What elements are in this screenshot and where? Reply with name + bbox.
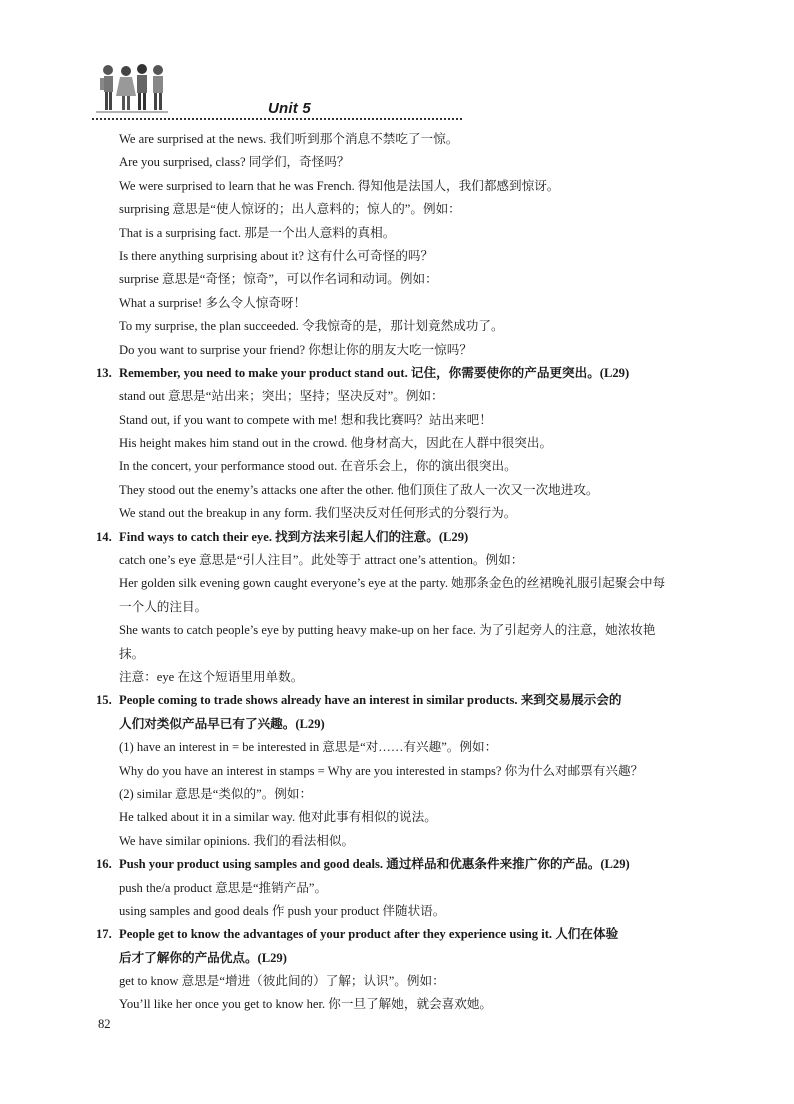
text-line: Her golden silk evening gown caught everyone’s eye at the party. 她那条金色的丝裙晚礼服引起聚会中每: [119, 576, 666, 591]
item-heading-text: People get to know the advantages of your product after they experience using it. 人们在体验: [119, 927, 619, 942]
item-heading-continuation: 后才了解你的产品优点。(L29): [119, 950, 287, 965]
item-heading: [96, 853, 706, 876]
text-line: We have similar opinions. 我们的看法相似。: [119, 833, 355, 848]
text-line: We stand out the breakup in any form. 我们坚决反对任何形式的分裂行为。: [119, 506, 517, 521]
item-heading-text: Push your product using samples and good deals. 通过样品和优惠条件来推广你的产品。(L29): [119, 857, 630, 872]
page-number: 82: [98, 1017, 111, 1031]
text-line: push the/a product 意思是“推销产品”。: [119, 880, 328, 895]
text-line: stand out 意思是“站出来；突出；坚持；坚决反对”。例如：: [119, 389, 444, 404]
item-heading: [96, 362, 706, 385]
item-number: 17.: [96, 927, 112, 942]
text-line: Is there anything surprising about it? 这有什么可奇怪的吗？: [119, 248, 434, 263]
text-line: They stood out the enemy’s attacks one after the other. 他们顶住了敌人一次又一次地进攻。: [119, 482, 599, 497]
text-line: We were surprised to learn that he was French. 得知他是法国人，我们都感到惊讶。: [119, 178, 560, 193]
text-line: surprising 意思是“使人惊讶的；出人意料的；惊人的”。例如：: [119, 202, 461, 217]
text-line: (2) similar 意思是“类似的”。例如：: [119, 786, 313, 801]
item-heading: [96, 526, 706, 549]
text-line: She wants to catch people’s eye by putting heavy make-up on her face. 为了引起旁人的注意，她浓妆艳: [119, 623, 656, 638]
text-line: get to know 意思是“增进（彼此间的）了解；认识”。例如：: [119, 974, 445, 989]
item-number: 13.: [96, 365, 112, 380]
students-illustration-icon: [96, 62, 168, 116]
text-line: (1) have an interest in = be interested in 意思是“对……有兴趣”。例如：: [119, 740, 498, 755]
item-number: 14.: [96, 529, 112, 544]
text-line: Do you want to surprise your friend? 你想让你的朋友大吃一惊吗？: [119, 342, 472, 357]
text-line: 注意：eye 在这个短语里用单数。: [119, 669, 304, 684]
text-line: Are you surprised, class? 同学们，奇怪吗？: [119, 155, 350, 170]
text-line: Stand out, if you want to compete with me! 想和我比赛吗？站出来吧！: [119, 412, 492, 427]
text-line: catch one’s eye 意思是“引人注目”。此处等于 attract one’s attention。例如：: [119, 553, 524, 568]
text-line-continuation: 抹。: [119, 646, 145, 661]
item-heading-continuation: 人们对类似产品早已有了兴趣。(L29): [119, 716, 325, 731]
item-heading: [96, 689, 706, 712]
text-line: He talked about it in a similar way. 他对此事有相似的说法。: [119, 810, 437, 825]
text-line: surprise 意思是“奇怪；惊奇”，可以作名词和动词。例如：: [119, 272, 438, 287]
header-divider: [92, 118, 462, 120]
text-line: using samples and good deals 作 push your product 伴随状语。: [119, 903, 446, 918]
text-line: Why do you have an interest in stamps = Why are you interested in stamps? 你为什么对邮票有兴趣？: [119, 763, 644, 778]
text-line: We are surprised at the news. 我们听到那个消息不禁吃了一惊。: [119, 132, 459, 146]
item-number: 16.: [96, 857, 112, 872]
item-number: 15.: [96, 693, 112, 708]
item-heading-text: People coming to trade shows already have an interest in similar products. 来到交易展示会的: [119, 693, 622, 708]
page-header: [92, 62, 732, 124]
text-line: In the concert, your performance stood out. 在音乐会上，你的演出很突出。: [119, 459, 517, 474]
page-content: [96, 128, 706, 1017]
item-heading-text: Find ways to catch their eye. 找到方法来引起人们的注意。(L29): [119, 529, 469, 544]
unit-title: Unit 5: [268, 100, 311, 117]
item-heading-text: Remember, you need to make your product stand out. 记住，你需要使你的产品更突出。(L29): [119, 365, 630, 380]
item-heading: [96, 923, 706, 946]
text-line: You’ll like her once you get to know her. 你一旦了解她，就会喜欢她。: [119, 997, 493, 1012]
text-line-continuation: 一个人的注目。: [119, 599, 208, 614]
text-line: His height makes him stand out in the crowd. 他身材高大，因此在人群中很突出。: [119, 436, 553, 451]
text-line: To my surprise, the plan succeeded. 令我惊奇的是，那计划竟然成功了。: [119, 319, 504, 334]
text-line: What a surprise! 多么令人惊奇呀！: [119, 295, 307, 310]
text-line: That is a surprising fact. 那是一个出人意料的真相。: [119, 225, 396, 240]
